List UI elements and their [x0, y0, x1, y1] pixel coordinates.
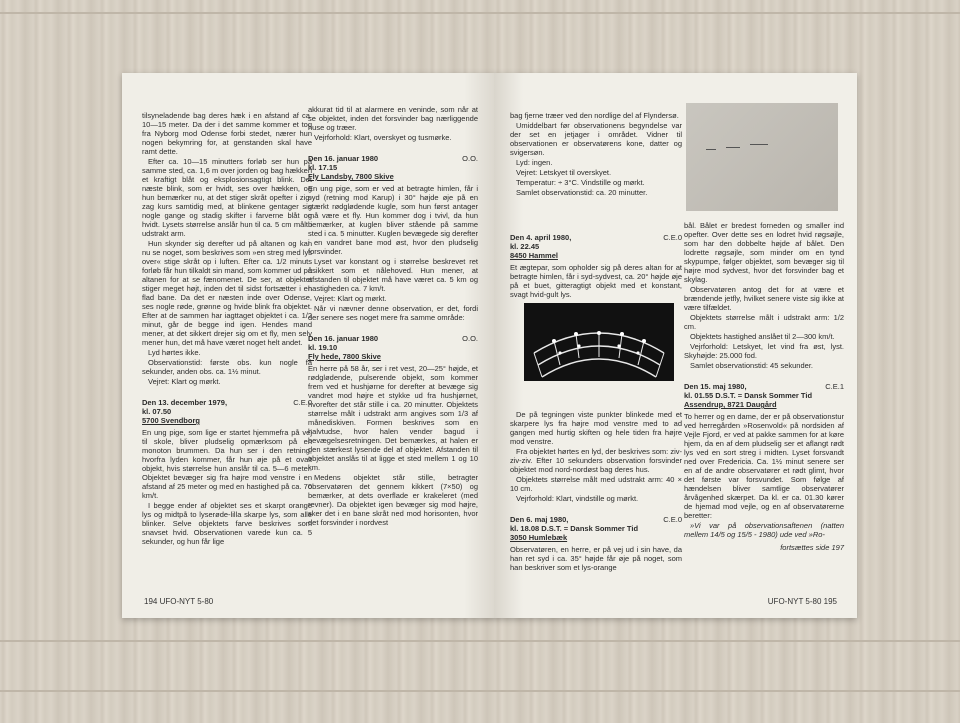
entry-place: Fly hede, 7800 Skive [308, 352, 381, 361]
paragraph: Observationstid: første obs. kun nogle få sekunder, anden obs. ca. 1½ minut. [142, 358, 312, 376]
paragraph: Objektets hastighed anslået til 2—300 km/t. [690, 332, 835, 341]
paragraph: Lyset var konstant og i størrelse beskrevet ret usikkert som et nålehoved. Hun mener, at afstanden til objektet må have været ca. 5 km og hastigheden ca. 7 km/t. [308, 257, 478, 293]
paragraph: bål. Bålet er bredest forneden og smaller ind opefter. Over dette ses en lodret hvid røgsøjle, som har den dobbelte højde af bålet. Den lodrette røgsøjle, som minder om en tynd skypumpe, følger objektet, som bevæger sig til højre mod sydvest, hvor det forsvinder bag et skylag. [684, 221, 844, 284]
paragraph: Observatøren antog det for at være et brændende jetfly, hvilket senere viste sig ikke at være tilfældet. [684, 285, 844, 312]
light-trail [706, 149, 716, 150]
entry-date: Den 6. maj 1980, [510, 515, 569, 524]
observation-heading [684, 382, 844, 409]
paragraph: Vejrforhold: Klart, overskyet og tusmørke. [314, 133, 452, 142]
entry-code: C.E.0 [293, 398, 312, 407]
entry-place: 3050 Humlebæk [510, 533, 568, 542]
paragraph: Lyd hørtes ikke. [148, 348, 201, 357]
paragraph: En herre på 58 år, ser i ret vest, 20—25° højde, et rødglødende, pulserende objekt, som kommer frem ved et hushjørne for derefter at bevæge sig vandret mod højre et stykke ud fra hushjørnet, hvorefter det står stille i ca. 20 minutter. Objektets størrelse målt i udstrakt arm angives som 1/3 af månediskiven. Formen beskrives som en halvtudse, hvor halen vender bagud i bevægelsesretningen. Det bemærkes, at halen er den stærkest lysende del af objektet. Afstanden til objektet anslås til at ligge et sted mellem 1 og 10 km. [308, 364, 478, 472]
entry-time: kl. 07.50 [142, 407, 172, 416]
observation-heading [510, 233, 682, 260]
paragraph: »Vi var på observationsaftenen (natten mellem 14/5 og 15/5 - 1980) ude ved »Ro- [684, 521, 844, 539]
entry-place: 8450 Hammel [510, 251, 558, 260]
entry-date: Den 16. januar 1980 [308, 334, 379, 343]
open-booklet [122, 73, 857, 618]
page-footer-right: UFO-NYT 5-80 195 [767, 597, 837, 606]
entry-time: kl. 22.45 [510, 242, 540, 251]
continued-note: fortsættes side 197 [780, 543, 844, 552]
entry-place: Assendrup, 8721 Daugård [684, 400, 777, 409]
lattice-object-drawing [524, 303, 674, 381]
entry-date: Den 15. maj 1980, [684, 382, 747, 391]
paragraph: Vejret: Letskyet til overskyet. [516, 168, 612, 177]
page-footer-left: 194 UFO-NYT 5-80 [144, 597, 214, 606]
paragraph: En ung pige, som er ved at betragte himlen, får i syd (retning mod Karup) i 30° højde øje på en stærkt rødglødende kugle, som hun først antager må være et fly. Hun kommer dog i tvivl, da hun bemærker, at kuglen bliver stående på samme sted i ca. 5 minutter. Kuglen bevægede sig derefter i en vandret bane mod øst, hvor den pludselig forsvinder. [308, 184, 478, 256]
paragraph: Hun skynder sig derefter ud på altanen og kan nu se noget, som beskrives som »en streg med lys over« stige skråt op i luften. Efter ca. 1/2 minuts forløb får hun tilkaldt sin mand, som kommer ud på altanen for at se fænomenet. De ser, at objektet stiger meget højt, inden det til sidst fortsætter i en flad bane. Da det er næsten inde over Odense, ses nogle røde, grønne og hvide blink fra objektet. Efter at de sammen har iagttaget objektet i ca. 1/2 minut, går de begge ind igen. Hendes mand mener, at det sikkert drejer sig om et fly, men selv mener hun, det må have været noget helt andet. [142, 239, 312, 347]
entry-code: C.E.0 [663, 233, 682, 242]
entry-date: Den 4. april 1980, [510, 233, 572, 242]
left-column-1 [142, 111, 312, 547]
lattice-object-svg [524, 303, 674, 381]
light-trail [726, 147, 740, 148]
right-page [494, 73, 857, 618]
observation-heading [510, 515, 682, 542]
sky-photograph [686, 103, 838, 211]
entry-time: kl. 17.15 [308, 163, 338, 172]
entry-date: Den 16. januar 1980 [308, 154, 379, 163]
entry-date: Den 13. december 1979, [142, 398, 228, 407]
entry-code: O.O. [462, 334, 478, 343]
paragraph: Umiddelbart før observationens begyndelse var der set en jetjager i området. Vidner til observationen er observatørens kone, datter og svigersøn. [510, 121, 682, 157]
paragraph: En ung pige, som lige er startet hjemmefra på vej til skole, bliver pludselig opmærksom på en monoton brummen. Da hun ser i den retning, hvorfra lyden kommer, får hun øje på et ovalt objekt, hvis størrelse hun anslår til ca. 5—6 meter. Objektet bevæger sig fra højre mod venstre i en afstand af 25 meter og med en hastighed på ca. 70 km/t. [142, 428, 312, 500]
entry-code: O.O. [462, 154, 478, 163]
paragraph: To herrer og en dame, der er på observationstur ved herregården »Rosenvold« på nordsiden af Vejle Fjord, er ved at pakke sammen for at køre hjem, da en af dem pludselig ser et aflangt rødt lys ved en sort streg i midten. Lyset forsvandt ned over Fredericia. Ca. 1½ minut senere ser en af de andre observatører et rødt glimt, hvor det første var forsvundet. Som følge af hændelsen bliver samtlige observatører årvågenhed skærpet. Da kl. er ca. 01.30 kører de hjemad mod vejle, og en af observatørerne beretter: [684, 412, 844, 520]
paragraph: Objektets størrelse målt med udstrakt arm: 40 × 10 cm. [510, 475, 682, 493]
observation-heading [308, 154, 478, 181]
paragraph: Vejret: Klart og mørkt. [148, 377, 221, 386]
entry-place: 5700 Svendborg [142, 416, 200, 425]
observation-heading [142, 398, 312, 425]
paragraph: Medens objektet står stille, betragter observatøren det gennem kikkert (7×50) og bemærker, at dets overflade er krakeleret (med revner). Da objektet igen bevæger sig mod højre, sker det i en bane skråt ned mod horisonten, hvor det forsvinder i nordvest [308, 473, 478, 527]
right-column-2 [684, 221, 844, 552]
paragraph: Efter ca. 10—15 minutters forløb ser hun på samme sted, ca. 1,6 m over jorden og bag hækken et kraftigt blåt og eksplosionsagtigt blink. Det næste blink, som er hvidt, ses over hækken, og hun bemærker nu, at det stiger skråt opefter i zig-zag kurs samtidig med, at blinkene gentager sig nogle gange og stadig skifter i farverne blåt og hvidt. Lysets størrelse anslår hun til ca. 5 cm målt i udstrakt arm. [142, 157, 312, 238]
entry-code: C.E.1 [825, 382, 844, 391]
paragraph: akkurat tid til at alarmere en veninde, som når at se objektet, inden det forsvinder bag nærliggende huse og træer. [308, 105, 478, 132]
paragraph: Når vi nævner denne observation, er det, fordi der senere ses noget mere fra samme område: [308, 304, 478, 322]
paragraph: Temperatur: ÷ 3°C. Vindstille og mørkt. [516, 178, 645, 187]
paragraph: bag fjerne træer ved den nordlige del af Flyndersø. [510, 111, 679, 120]
paragraph: Et ægtepar, som opholder sig på deres altan for at betragte himlen, får i syd-sydvest, ca. 20° højde øje på et buet, gitteragtigt objekt med et konstant, svagt hvid-gult lys. [510, 263, 682, 299]
paragraph: Lyd: ingen. [516, 158, 553, 167]
left-page [122, 73, 495, 618]
paragraph: Objektets størrelse målt i udstrakt arm: 1/2 cm. [684, 313, 844, 331]
paragraph: Vejrforhold: Klart, vindstille og mørkt. [516, 494, 639, 503]
paragraph: I begge ender af objektet ses et skarpt orange lys og midtpå to lyserøde-lilla skarpe lys, som alle blinker. Selve objektets farve beskrives som snavset hvid. Observationen varede kun ca. 5 sekunder, og hun får lige [142, 501, 312, 546]
paragraph: tilsyneladende bag deres hæk i en afstand af ca. 10—15 meter. Da der i det samme kommer et tog fra Nyborg mod Odense forbi stedet, nærer hun nogen bekymring for, at genstanden skal have ramt dette. [142, 111, 312, 156]
entry-code: C.E.0 [663, 515, 682, 524]
paragraph: Observatøren, en herre, er på vej ud i sin have, da han ret syd i ca. 35° højde får øje på noget, som han beskriver som et lys-orange [510, 545, 682, 572]
entry-time: kl. 19.10 [308, 343, 338, 352]
paragraph: Samlet observationstid: ca. 20 minutter. [516, 188, 648, 197]
paragraph: Fra objektet hørtes en lyd, der beskrives som: ziv-ziv-ziv. Efter 10 sekunders observation forsvinder objektet mod nord-nordøst bag deres hus. [510, 447, 682, 474]
observation-heading [308, 334, 478, 361]
paragraph: Samlet observationstid: 45 sekunder. [690, 361, 813, 370]
entry-place: Fly Landsby, 7800 Skive [308, 172, 394, 181]
light-trail [750, 144, 768, 145]
entry-time: kl. 01.55 D.S.T. = Dansk Sommer Tid [684, 391, 813, 400]
entry-time: kl. 18.08 D.S.T. = Dansk Sommer Tid [510, 524, 639, 533]
paragraph: De på tegningen viste punkter blinkede med et skarpere lys fra højre mod venstre med to ad gangen med hurtig skiften og hele tiden fra højre mod venstre. [510, 410, 682, 446]
paragraph: Vejret: Klart og mørkt. [314, 294, 387, 303]
left-column-2 [308, 105, 478, 528]
paragraph: Vejrforhold: Letskyet, let vind fra øst, lyst. Skyhøjde: 25.000 fod. [684, 342, 844, 360]
